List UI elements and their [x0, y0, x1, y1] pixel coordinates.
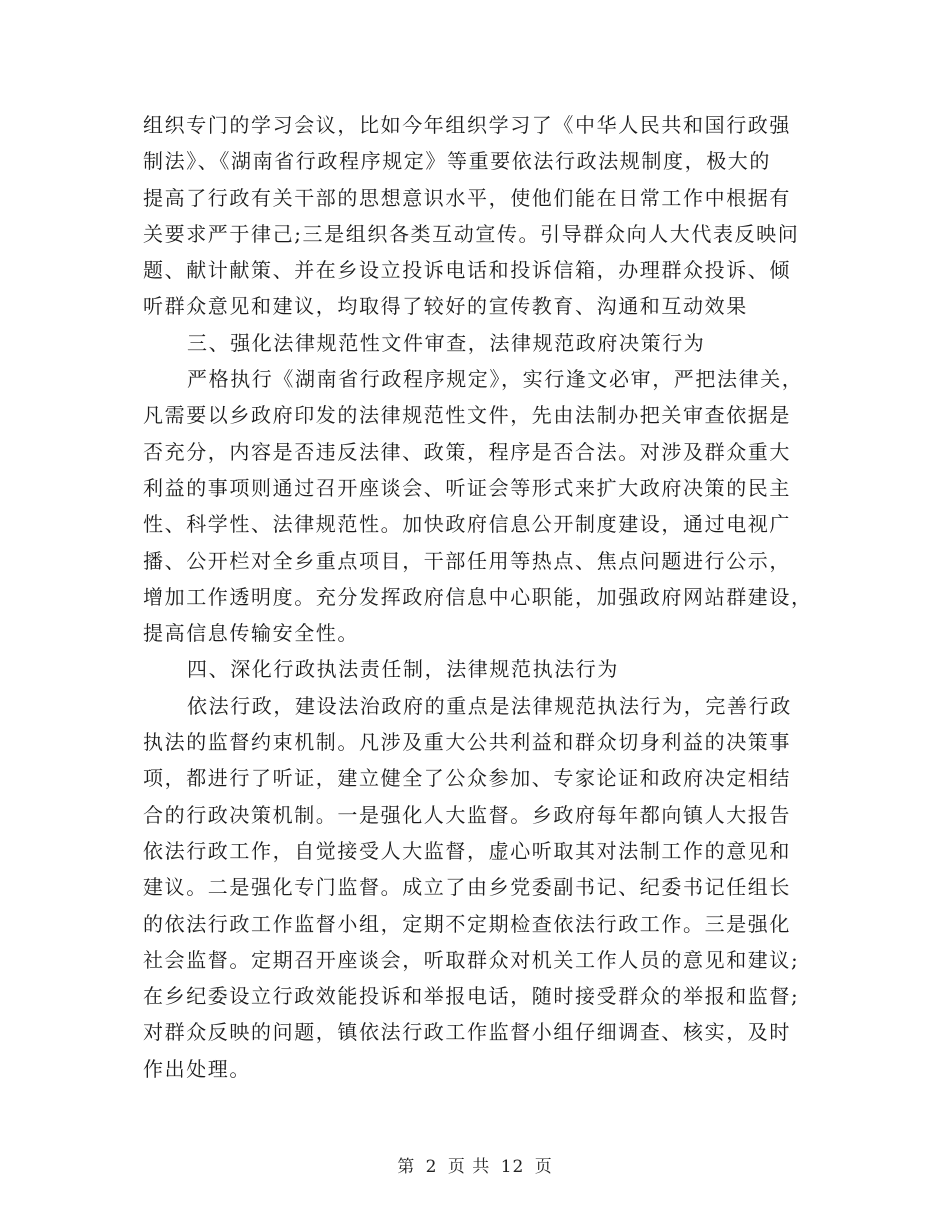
page-footer — [0, 1152, 950, 1177]
text-line: 组织专门的学习会议，比如今年组织学习了《中华人民共和国行政强 — [143, 113, 791, 137]
text-line: 依法行政，建设法治政府的重点是法律规范执法行为，完善行政 — [187, 693, 792, 718]
text-line: 作出处理。 — [143, 1056, 251, 1081]
text-line: 的依法行政工作监督小组，定期不定期检查依法行政工作。三是强化 — [143, 911, 791, 936]
text-line: 建议。二是强化专门监督。成立了由乡党委副书记、纪委书记任组长 — [143, 875, 791, 900]
text-line: 执法的监督约束机制。凡涉及重大公共利益和群众切身利益的决策事 — [143, 730, 791, 755]
body-text — [143, 107, 813, 1087]
text-line: 合的行政决策机制。一是强化人大监督。乡政府每年都向镇人大报告 — [143, 802, 791, 827]
text-line: 在乡纪委设立行政效能投诉和举报电话，随时接受群众的举报和监督; — [143, 984, 800, 1009]
text-line: 对群众反映的问题，镇依法行政工作监督小组仔细调查、核实，及时 — [143, 1020, 791, 1045]
text-line: 听群众意见和建议，均取得了较好的宣传教育、沟通和互动效果 — [143, 294, 748, 319]
text-line: 增加工作透明度。充分发挥政府信息中心职能，加强政府网站群建设， — [143, 584, 813, 609]
text-line: 项，都进行了听证，建立健全了公众参加、专家论证和政府决定相结 — [143, 766, 791, 791]
footer-total-pages: 12 — [500, 1157, 525, 1177]
text-line: 凡需要以乡政府印发的法律规范性文件，先由法制办把关审查依据是 — [143, 403, 791, 428]
footer-prefix: 第 — [397, 1157, 416, 1177]
text-line: 播、公开栏对全乡重点项目，干部任用等热点、焦点问题进行公示， — [143, 548, 791, 573]
text-line: 提高信息传输安全性。 — [143, 621, 359, 646]
text-line: 制法》、《湖南省行政程序规定》等重要依法行政法规制度，极大的 — [143, 149, 771, 174]
text-line: 依法行政工作，自觉接受人大监督，虚心听取其对法制工作的意见和 — [143, 838, 791, 863]
text-line: 提高了行政有关干部的思想意识水平，使他们能在日常工作中根据有 — [143, 185, 791, 210]
text-line: 利益的事项则通过召开座谈会、听证会等形式来扩大政府决策的民主 — [143, 475, 791, 500]
text-line: 关要求严于律己;三是组织各类互动宣传。引导群众向人大代表反映问 — [143, 221, 800, 246]
text-line: 否充分，内容是否违反法律、政策，程序是否合法。对涉及群众重大 — [143, 439, 791, 464]
text-line: 严格执行《湖南省行政程序规定》，实行逢文必审，严把法律关， — [187, 367, 804, 392]
text-line: 三、强化法律规范性文件审查，法律规范政府决策行为 — [187, 330, 706, 355]
text-line: 题、献计献策、并在乡设立投诉电话和投诉信箱，办理群众投诉、倾 — [143, 258, 791, 283]
text-line: 社会监督。定期召开座谈会，听取群众对机关工作人员的意见和建议; — [143, 947, 800, 972]
footer-middle: 页 共 — [447, 1157, 491, 1177]
text-line: 性、科学性、法律规范性。加快政府信息公开制度建设，通过电视广 — [143, 512, 791, 537]
footer-suffix: 页 — [534, 1157, 553, 1177]
footer-current-page: 2 — [425, 1157, 438, 1177]
text-line: 四、深化行政执法责任制，法律规范执法行为 — [187, 657, 619, 682]
